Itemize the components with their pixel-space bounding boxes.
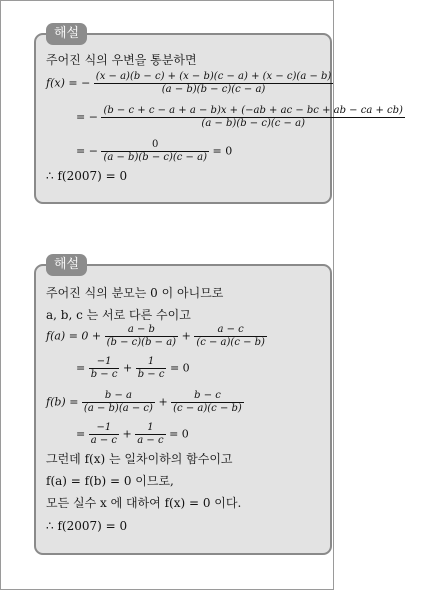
eq3-numerator: 0 <box>152 139 159 150</box>
fa-line-2 <box>76 356 190 381</box>
fa2-plus: + <box>122 361 133 375</box>
fb-line-2 <box>76 422 189 447</box>
fb2-den-1: a − c <box>90 435 118 446</box>
eq2-numerator: (b − c + c − a + a − b)x + (−ab + ac − bc + ab − ca + cb) <box>103 105 403 116</box>
fb-den-2: (c − a)(c − b) <box>173 403 242 414</box>
eq2-denominator: (a − b)(b − c)(c − a) <box>101 117 405 130</box>
eq1-denominator: (a − b)(b − c)(c − a) <box>94 83 334 96</box>
fa-lhs: f(a) = 0 + <box>46 329 102 343</box>
fa-num-1: a − b <box>127 324 155 335</box>
fb2-num-1: −1 <box>96 422 112 433</box>
fa-den-1: (b − c)(b − a) <box>106 337 177 348</box>
fb-line-1 <box>46 390 244 415</box>
fa-den-2: (c − a)(c − b) <box>196 337 265 348</box>
equation-line-2 <box>76 105 405 130</box>
fb2-plus: + <box>122 427 132 441</box>
fb-plus: + <box>158 395 168 409</box>
eq2-fraction <box>101 105 405 130</box>
intro-text: 주어진 식의 우변을 통분하면 <box>46 53 197 67</box>
eq1-numerator: (x − a)(b − c) + (x − b)(c − a) + (x − c)(a − b) <box>95 71 332 82</box>
eq2-lhs: = − <box>76 110 98 124</box>
fb-num-2: b − c <box>194 390 221 401</box>
fa2-num-2: 1 <box>147 356 155 367</box>
eq3-denominator: (a − b)(b − c)(c − a) <box>103 152 207 163</box>
equation-line-1 <box>46 71 333 96</box>
fb-lhs: f(b) = <box>46 395 79 409</box>
eq3-tail: = 0 <box>212 144 233 158</box>
fa-frac-1 <box>105 324 178 349</box>
fb2-den-2: a − c <box>137 435 164 446</box>
fa2-frac-2 <box>136 356 167 381</box>
solution-box-2 <box>34 257 332 555</box>
fb2-lhs: = <box>76 427 86 441</box>
text-line-2: a, b, c 는 서로 다른 수이고 <box>46 308 191 322</box>
fb-frac-1 <box>82 390 155 415</box>
solution-tag: 해설 <box>46 23 87 45</box>
fa2-tail: = 0 <box>169 361 190 375</box>
text-line-5: 모든 실수 x 에 대하여 f(x) = 0 이다. <box>46 496 242 510</box>
fb2-num-2: 1 <box>147 422 154 433</box>
fb-frac-2 <box>171 390 244 415</box>
solution-tag: 해설 <box>46 254 87 276</box>
fa-plus: + <box>181 329 191 343</box>
fa-num-2: a − c <box>217 324 244 335</box>
fb2-tail: = 0 <box>169 427 189 441</box>
eq3-fraction <box>101 139 209 164</box>
fa2-den-2: b − c <box>137 369 165 380</box>
fa2-lhs: = <box>76 361 86 375</box>
text-line-1: 주어진 식의 분모는 0 이 아니므로 <box>46 286 224 300</box>
conclusion-1: ∴ f(2007) = 0 <box>46 169 128 183</box>
fa2-num-1: −1 <box>96 356 112 367</box>
eq3-lhs: = − <box>76 144 98 158</box>
fa-frac-2 <box>194 324 267 349</box>
text-line-4: f(a) = f(b) = 0 이므로, <box>46 474 174 488</box>
fa-line-1 <box>46 324 267 349</box>
text-line-3: 그런데 f(x) 는 일차이하의 함수이고 <box>46 452 233 466</box>
conclusion-2: ∴ f(2007) = 0 <box>46 519 128 533</box>
solution-box-1 <box>34 26 403 204</box>
fb-den-1: (a − b)(a − c) <box>83 403 153 414</box>
fb2-frac-1 <box>89 422 119 447</box>
equation-line-3 <box>76 139 232 164</box>
fb2-frac-2 <box>135 422 165 447</box>
eq1-lhs: f(x) = − <box>46 76 91 90</box>
fb-num-1: b − a <box>104 390 132 401</box>
eq1-fraction <box>94 71 334 96</box>
fa2-frac-1 <box>89 356 120 381</box>
fa2-den-1: b − c <box>90 369 118 380</box>
